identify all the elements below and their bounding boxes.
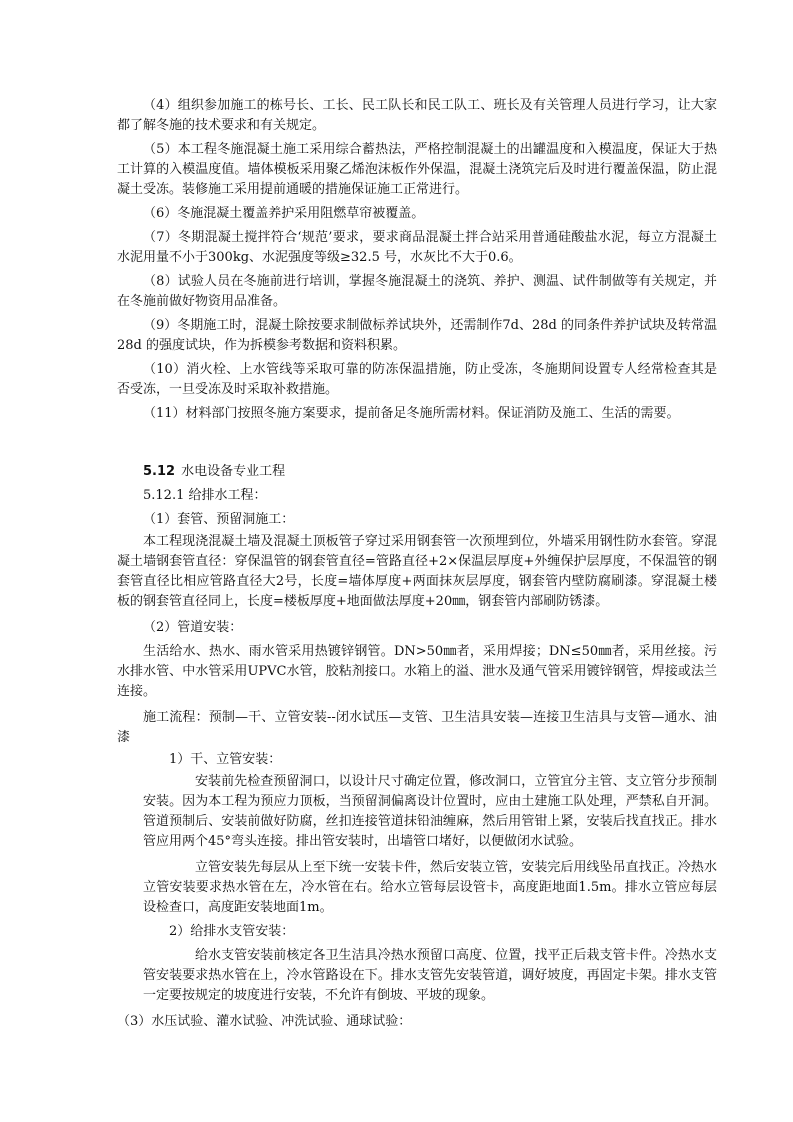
sub-2-heading: 2）给排水支管安装： xyxy=(169,924,295,939)
section-number: 5.12 xyxy=(143,464,176,479)
paragraph-winter-10: （10）消火栓、上水管线等采取可靠的防冻保温措施，防止受冻，冬施期间设置专人经常检查其是否受冻，一旦受冻及时采取补救措施。 xyxy=(117,362,717,397)
sub-1-heading: 1）干、立管安装： xyxy=(169,752,282,767)
section-title: 水电设备专业工程 xyxy=(181,464,286,479)
subsection-heading: 5.12.1 给排水工程： xyxy=(143,488,267,503)
paragraph-winter-11: （11）材料部门按照冬施方案要求，提前备足冬施所需材料。保证消防及施工、生活的需要。 xyxy=(143,406,680,421)
paragraph-winter-4: （4）组织参加施工的栋号长、工长、民工队长和民工队工、班长及有关管理人员进行学习，让大家都了解冬施的技术要求和有关规定。 xyxy=(117,98,717,133)
paragraph-winter-7: （7）冬期混凝土搅拌符合‘规范’要求，要求商品混凝土拌合站采用普通硅酸盐水泥，每立方混凝土水泥用量不小于300kg、水泥强度等级≥32.5 号，水灰比不大于0.6。 xyxy=(117,230,717,265)
section-heading xyxy=(117,462,717,482)
paragraph-winter-5: （5）本工程冬施混凝土施工采用综合蓄热法，严格控制混凝土的出罐温度和入模温度，保证大于热工计算的入模温度值。墙体模板采用聚乙烯泡沫板作外保温，混凝土浇筑完后及时进行覆盖保温，防止混凝土受冻。装修施工采用提前通暖的措施保证施工正常进行。 xyxy=(117,142,717,197)
sub-2-paragraph-1: 给水支管安装前核定各卫生洁具冷热水预留口高度、位置，找平正后栽支管卡件。冷热水支管安装要求热水管在上，冷水管路设在下。排水支管先安装管道，调好坡度，再固定卡架。排水支管一定要按规定的坡度进行安装，不允许有倒坡、平坡的现象。 xyxy=(143,948,717,1003)
sub-1-paragraph-2: 立管安装先每层从上至下统一安装卡件，然后安装立管，安装完后用线坠吊直找正。冷热水立管安装要求热水管在左，冷水管在右。给水立管每层设管卡，高度距地面1.5m。排水立管应每层设检查口，高度距安装地面1m。 xyxy=(143,860,717,915)
item-2-heading: （2）管道安装： xyxy=(143,620,243,635)
item-1-heading: （1）套管、预留洞施工： xyxy=(143,512,295,527)
item-2-paragraph: 生活给水、热水、雨水管采用热镀锌钢管。DN>50㎜者，采用焊接；DN≤50㎜者，采用丝接。污水排水管、中水管采用UPVC水管，胶粘剂接口。水箱上的溢、泄水及通气管采用镀锌钢管，焊接或法兰连接。 xyxy=(117,644,717,699)
sub-1-paragraph-1: 安装前先检查预留洞口，以设计尺寸确定位置，修改洞口，立管宜分主管、支立管分步预制安装。因为本工程为预应力顶板，当预留洞偏离设计位置时，应由土建施工队处理，严禁私自开洞。管道预制后、安装前做好防腐，丝扣连接管道抹铅油缠麻，然后用管钳上紧，安装后找直找正。排水管应用两个45°弯头连接。排出管安装时，出墙管口堵好，以便做闭水试验。 xyxy=(143,774,717,849)
paragraph-winter-8: （8）试验人员在冬施前进行培训，掌握冬施混凝土的浇筑、养护、测温、试件制做等有关规定，并在冬施前做好物资用品准备。 xyxy=(117,274,717,309)
paragraph-winter-6: （6）冬施混凝土覆盖养护采用阻燃草帘被覆盖。 xyxy=(143,206,425,221)
item-3-heading: （3）水压试验、灌水试验、冲洗试验、通球试验： xyxy=(117,1014,412,1029)
paragraph-winter-9: （9）冬期施工时，混凝土除按要求制做标养试块外，还需制作7d、28d 的同条件养护试块及转常温28d 的强度试块，作为拆模参考数据和资料积累。 xyxy=(117,318,717,353)
item-1-paragraph: 本工程现浇混凝土墙及混凝土顶板管子穿过采用钢套管一次预埋到位，外墙采用钢性防水套管。穿混凝土墙钢套管直径：穿保温管的钢套管直径=管路直径+2×保温层厚度+外缠保护层厚度，不保温管的钢套管直径比相应管路直径大2号，长度=墙体厚度+两面抹灰层厚度，钢套管内壁防腐刷漆。穿混凝土楼板的钢套管直径同上，长度=楼板厚度+地面做法厚度+20㎜，钢套管内部刷防锈漆。 xyxy=(117,534,717,609)
construction-flow: 施工流程：预制—干、立管安装--闭水试压—支管、卫生洁具安装—连接卫生洁具与支管—通水、油漆 xyxy=(117,710,717,745)
